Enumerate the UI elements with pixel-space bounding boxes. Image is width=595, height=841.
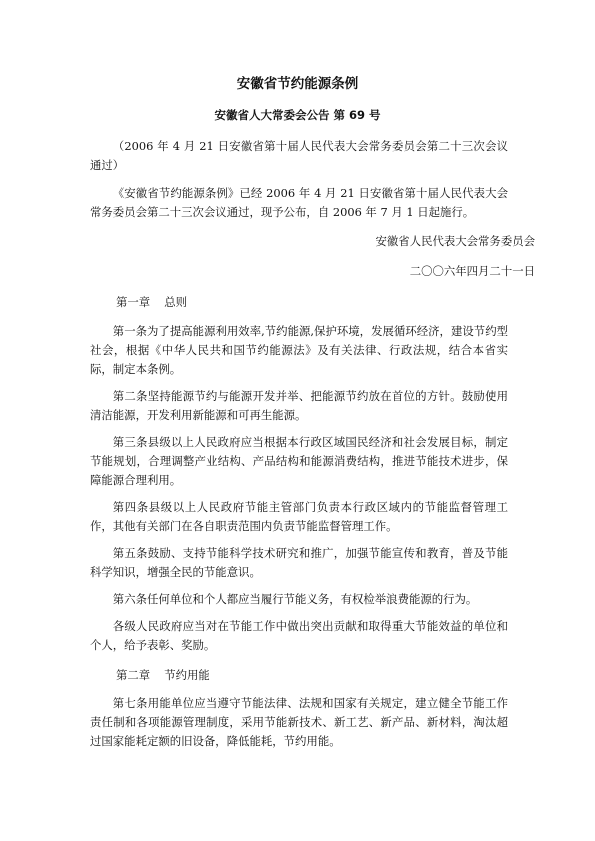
chapter-heading-1	[116, 293, 187, 312]
article-2: 第二条坚持能源节约与能源开发并举、把能源节约放在首位的方针。鼓励使用清洁能源，开发利用新能源和可再生能源。	[90, 389, 508, 422]
article-4: 第四条县级以上人民政府节能主管部门负责本行政区域内的节能监督管理工作，其他有关部门在各自职责范围内负责节能监督管理工作。	[90, 500, 508, 533]
article-6-paragraph-2: 各级人民政府应当对在节能工作中做出突出贡献和取得重大节能效益的单位和个人，给予表彰、奖励。	[90, 619, 508, 652]
article-6: 第六条任何单位和个人都应当履行节能义务，有权检举浪费能源的行为。	[112, 592, 478, 606]
document-title: 安徽省节约能源条例	[236, 76, 359, 92]
announcement-number: 安徽省人大常委会公告 第 69 号	[214, 108, 381, 122]
article-3: 第三条县级以上人民政府应当根据本行政区域国民经济和社会发展目标，制定节能规划，合理调整产业结构、产品结构和能源消费结构，推进节能技术进步，保障能源合理利用。	[90, 435, 508, 487]
chapter-heading-2	[116, 666, 210, 685]
chapter-number: 第二章	[116, 668, 151, 682]
adoption-note: （2006 年 4 月 21 日安徽省第十届人民代表大会常务委员会第二十三次会议通过）	[90, 139, 508, 172]
issue-date: 二〇〇六年四月二十一日	[409, 264, 535, 278]
chapter-number: 第一章	[116, 295, 151, 309]
chapter-name: 总则	[164, 295, 187, 309]
issuer: 安徽省人民代表大会常务委员会	[375, 234, 535, 248]
announcement-text: 《安徽省节约能源条例》已经 2006 年 4 月 21 日安徽省第十届人民代表大会常务委员会第二十三次会议通过，现予公布，自 2006 年 7 月 1 日起施行。	[90, 186, 508, 219]
article-1: 第一条为了提高能源利用效率,节约能源,保护环境，发展循环经济，建设节约型社会，根据《中华人民共和国节约能源法》及有关法律、行政法规，结合本省实际，制定本条例。	[90, 324, 508, 376]
chapter-name: 节约用能	[164, 668, 210, 682]
article-5: 第五条鼓励、支持节能科学技术研究和推广，加强节能宣传和教育，普及节能科学知识，增强全民的节能意识。	[90, 546, 508, 579]
article-7: 第七条用能单位应当遵守节能法律、法规和国家有关规定，建立健全节能工作责任制和各项能源管理制度，采用节能新技术、新工艺、新产品、新材料，淘汰超过国家能耗定额的旧设备，降低能耗，节约用能。	[90, 696, 508, 748]
